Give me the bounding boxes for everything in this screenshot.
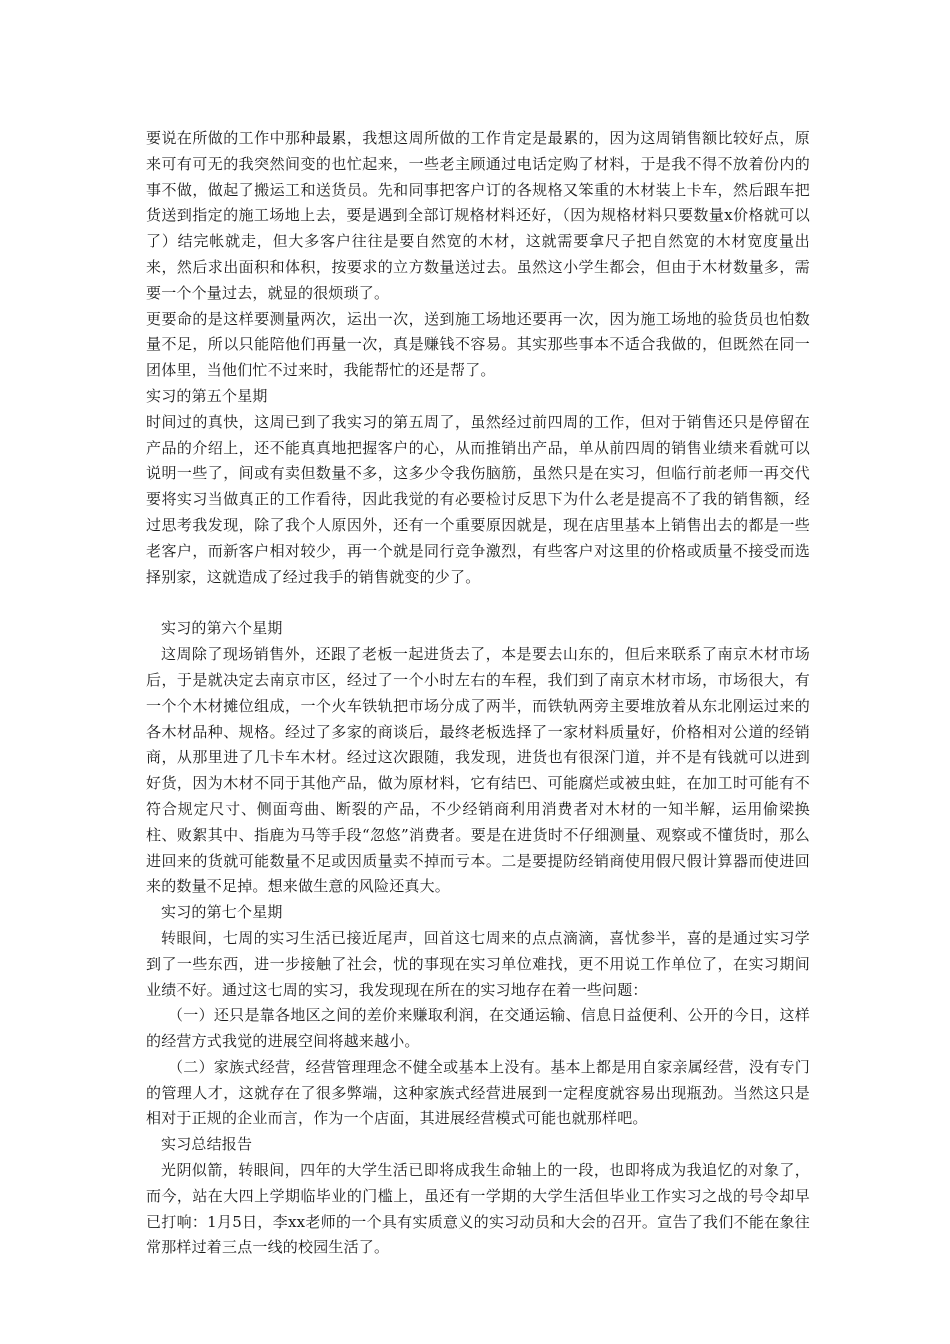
section-heading: 实习的第五个星期 [146, 386, 268, 405]
paragraph: 要说在所做的工作中那种最累，我想这周所做的工作肯定是最累的，因为这周销售额比较好点，原来可有可无的我突然间变的也忙起来，一些老主顾通过电话定购了材料，于是我不得不放着份内的事不做，做起了搬运工和送货员。先和同事把客户订的各规格又笨重的木材装上卡车，然后跟车把货送到指定的施工场地上去，要是遇到全部订规格材料还好，（因为规格材料只要数量x价格就可以了）结完帐就走，但大多客户往往是要自然宽的木材，这就需要拿尺子把自然宽的木材宽度量出来，然后求出面积和体积，按要求的立方数量送过去。虽然这小学生都会，但由于木材数量多，需要一个个量过去，就显的很烦琐了。 [146, 129, 810, 302]
paragraph: 转眼间，七周的实习生活已接近尾声，回首这七周来的点点滴滴，喜忧参半，喜的是通过实习学到了一些东西，进一步接触了社会，忧的事现在实习单位难找，更不用说工作单位了，在实习期间业绩不好。通过这七周的实习，我发现现在所在的实习地存在着一些问题： [146, 928, 810, 999]
list-item: （一）还只是靠各地区之间的差价来赚取利润，在交通运输、信息日益便利、公开的今日，这样的经营方式我觉的进展空间将越来越小。 [146, 1006, 810, 1051]
list-item: （二）家族式经营，经营管理理念不健全或基本上没有。基本上都是用自家亲属经营，没有专门的管理人才，这就存在了很多弊端，这种家族式经营进展到一定程度就容易出现瓶劲。当然这只是相对于正规的企业而言，作为一个店面，其进展经营模式可能也就那样吧。 [146, 1057, 810, 1128]
document-body [146, 126, 810, 1261]
paragraph: 时间过的真快，这周已到了我实习的第五周了，虽然经过前四周的工作，但对于销售还只是停留在产品的介绍上，还不能真真地把握客户的心，从而推销出产品，单从前四周的销售业绩来看就可以说明一些了，间或有卖但数量不多，这多少令我伤脑筋，虽然只是在实习，但临行前老师一再交代要将实习当做真正的工作看待，因此我觉的有必要检讨反思下为什么老是提高不了我的销售额，经过思考我发现，除了我个人原因外，还有一个重要原因就是，现在店里基本上销售出去的都是一些老客户，而新客户相对较少，再一个就是同行竞争激烈，有些客户对这里的价格或质量不接受而选择别家，这就造成了经过我手的销售就变的少了。 [146, 412, 810, 586]
section-heading: 实习的第六个星期 [161, 619, 283, 638]
section-heading: 实习总结报告 [161, 1135, 253, 1154]
paragraph: 这周除了现场销售外，还跟了老板一起进货去了，本是要去山东的，但后来联系了南京木材市场后，于是就决定去南京市区，经过了一个小时左右的车程，我们到了南京木材市场，市场很大，有一个个木材摊位组成，一个火车铁轨把市场分成了两半，而铁轨两旁主要堆放着从东北刚运过来的各木材品种、规格。经过了多家的商谈后，最终老板选择了一家材料质量好，价格相对公道的经销商，从那里进了几卡车木材。经过这次跟随，我发现，进货也有很深门道，并不是有钱就可以进到好货，因为木材不同于其他产品，做为原材料，它有结巴、可能腐烂或被虫蛀，在加工时可能有不符合规定尺寸、侧面弯曲、断裂的产品，不少经销商利用消费者对木材的一知半解，运用偷梁换柱、败絮其中、指鹿为马等手段“忽悠”消费者。要是在进货时不仔细测量、观察或不懂货时，那么进回来的货就可能数量不足或因质量卖不掉而亏本。二是要提防经销商使用假尺假计算器而使进回来的数量不足掉。想来做生意的风险还真大。 [146, 645, 810, 896]
section-heading: 实习的第七个星期 [161, 903, 283, 922]
blank-line [146, 590, 810, 616]
paragraph: 光阴似箭，转眼间，四年的大学生活已即将成我生命轴上的一段，也即将成为我追忆的对象了，而今，站在大四上学期临毕业的门槛上，虽还有一学期的大学生活但毕业工作实习之战的号令却早已打响：1月5日，李xx老师的一个具有实质意义的实习动员和大会的召开。宣告了我们不能在象往常那样过着三点一线的校园生活了。 [146, 1161, 810, 1257]
paragraph: 更要命的是这样要测量两次，运出一次，送到施工场地还要再一次，因为施工场地的验货员也怕数量不足，所以只能陪他们再量一次，真是赚钱不容易。其实那些事本不适合我做的，但既然在同一团体里，当他们忙不过来时，我能帮忙的还是帮了。 [146, 309, 810, 380]
